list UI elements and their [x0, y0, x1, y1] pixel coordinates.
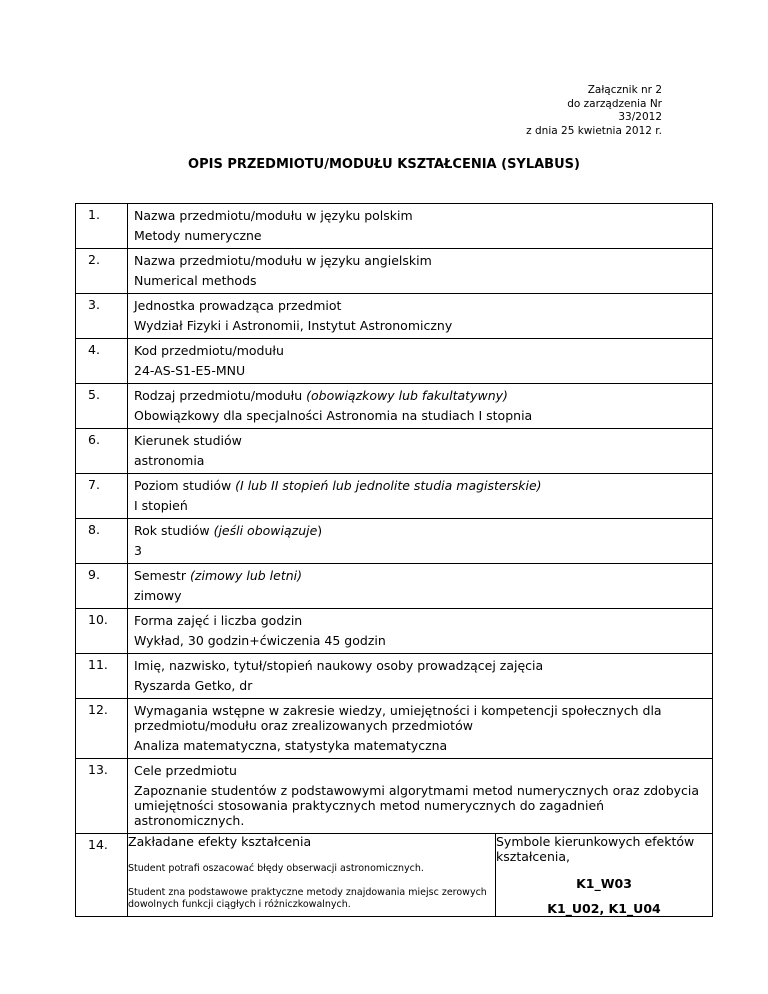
syllabus-row — [76, 429, 713, 474]
row-content — [128, 609, 713, 654]
row-label — [128, 654, 712, 673]
row-label-note: (zimowy lub letni) — [190, 568, 303, 583]
row-label-text: Kod przedmiotu/modułu — [134, 343, 284, 358]
effects-cell — [128, 834, 496, 917]
document-title: OPIS PRZEDMIOTU/MODUŁU KSZTAŁCENIA (SYLABUS) — [188, 157, 580, 172]
row-label — [128, 564, 712, 583]
row-label-text: Imię, nazwisko, tytuł/stopień naukowy osoby prowadzącej zajęcia — [134, 658, 544, 673]
row-label-text: Kierunek studiów — [134, 433, 242, 448]
row-number: 4. — [76, 339, 128, 384]
syllabus-table — [75, 203, 713, 917]
row-label — [128, 759, 712, 778]
syllabus-row — [76, 294, 713, 339]
row-content — [128, 759, 713, 834]
row-value: Wykład, 30 godzin+ćwiczenia 45 godzin — [134, 633, 386, 648]
row-number: 1. — [76, 204, 128, 249]
syllabus-row-effects — [76, 834, 713, 917]
row-label — [128, 339, 712, 358]
row-label-text: Rodzaj przedmiotu/modułu — [134, 388, 307, 403]
row-label-note: (I lub II stopień lub jednolite studia magisterskie) — [235, 478, 542, 493]
row-content — [128, 339, 713, 384]
syllabus-row — [76, 519, 713, 564]
row-value: 24-AS-S1-E5-MNU — [134, 363, 246, 378]
row-label-text: Nazwa przedmiotu/modułu w języku polskim — [134, 208, 413, 223]
row-label-text: Wymagania wstępne w zakresie wiedzy, umiejętności i kompetencji społecznych dla przedmiotu/modułu oraz zrealizowanych przedmiotów — [134, 703, 662, 733]
row-number: 5. — [76, 384, 128, 429]
effect-symbol: K1_W03 — [576, 876, 632, 891]
row-label — [128, 294, 712, 313]
row-number: 2. — [76, 249, 128, 294]
row-label-text: Jednostka prowadząca przedmiot — [134, 298, 342, 313]
annex-line: 33/2012 — [618, 111, 662, 123]
row-number: 6. — [76, 429, 128, 474]
row-label-text: Forma zajęć i liczba godzin — [134, 613, 303, 628]
syllabus-row — [76, 384, 713, 429]
row-label — [128, 519, 712, 538]
row-value: I stopień — [134, 498, 188, 513]
row-value: Numerical methods — [134, 273, 257, 288]
row-number: 14. — [76, 834, 128, 917]
row-value: Ryszarda Getko, dr — [134, 678, 253, 693]
row-content — [128, 249, 713, 294]
row-number: 13. — [76, 759, 128, 834]
effect-item: Student zna podstawowe praktyczne metody znajdowania miejsc zerowych dowolnych funkcji ciągłych i różniczkowalnych. — [128, 887, 487, 910]
row-label-text: Poziom studiów — [134, 478, 236, 493]
row-label-text: Nazwa przedmiotu/modułu w języku angielskim — [134, 253, 432, 268]
effects-label: Zakładane efekty kształcenia — [128, 834, 312, 849]
row-content — [128, 384, 713, 429]
row-number: 11. — [76, 654, 128, 699]
syllabus-row — [76, 564, 713, 609]
row-value: Metody numeryczne — [134, 228, 262, 243]
row-content — [128, 294, 713, 339]
row-content — [128, 564, 713, 609]
row-label-text: Rok studiów — [134, 523, 214, 538]
row-number: 7. — [76, 474, 128, 519]
row-label — [128, 609, 712, 628]
syllabus-row — [76, 609, 713, 654]
row-label — [128, 384, 712, 403]
symbols-cell — [496, 834, 713, 917]
row-label — [128, 474, 712, 493]
row-content — [128, 429, 713, 474]
row-value: Zapoznanie studentów z podstawowymi algorytmami metod numerycznych oraz zdobycia umiejętności stosowania praktycznych metod numerycznych do zagadnień astronomicznych. — [134, 783, 700, 828]
row-content — [128, 654, 713, 699]
row-label-note: (jeśli obowiązuje — [213, 523, 318, 538]
row-content — [128, 699, 713, 759]
row-content — [128, 519, 713, 564]
row-number: 3. — [76, 294, 128, 339]
row-number: 12. — [76, 699, 128, 759]
row-label — [128, 699, 712, 733]
row-label-tail: ) — [317, 523, 323, 538]
row-label-text: Semestr — [134, 568, 191, 583]
syllabus-row — [76, 654, 713, 699]
row-label-note: (obowiązkowy lub fakultatywny) — [306, 388, 508, 403]
effect-item: Student potrafi oszacować błędy obserwacji astronomicznych. — [128, 863, 424, 874]
syllabus-row — [76, 699, 713, 759]
row-label-text: Cele przedmiotu — [134, 763, 237, 778]
row-number: 9. — [76, 564, 128, 609]
annex-line: do zarządzenia Nr — [567, 97, 662, 110]
annex-note — [526, 84, 662, 138]
annex-line: Załącznik nr 2 — [587, 84, 662, 96]
row-label — [128, 204, 712, 223]
row-value: astronomia — [134, 453, 205, 468]
row-number: 8. — [76, 519, 128, 564]
syllabus-row — [76, 759, 713, 834]
symbols-header: Symbole kierunkowych efektów kształcenia, — [496, 834, 695, 864]
row-content — [128, 474, 713, 519]
row-label — [128, 429, 712, 448]
row-number: 10. — [76, 609, 128, 654]
annex-line: z dnia 25 kwietnia 2012 r. — [526, 124, 662, 137]
row-value: zimowy — [134, 588, 182, 603]
effect-symbol: K1_U02, K1_U04 — [547, 901, 661, 916]
row-label — [128, 249, 712, 268]
syllabus-row — [76, 339, 713, 384]
row-value: 3 — [134, 543, 142, 558]
row-value: Analiza matematyczna, statystyka matematyczna — [134, 738, 448, 753]
syllabus-row — [76, 204, 713, 249]
syllabus-row — [76, 249, 713, 294]
row-value: Obowiązkowy dla specjalności Astronomia na studiach I stopnia — [134, 408, 533, 423]
row-value: Wydział Fizyki i Astronomii, Instytut Astronomiczny — [134, 318, 453, 333]
row-content — [128, 204, 713, 249]
syllabus-row — [76, 474, 713, 519]
